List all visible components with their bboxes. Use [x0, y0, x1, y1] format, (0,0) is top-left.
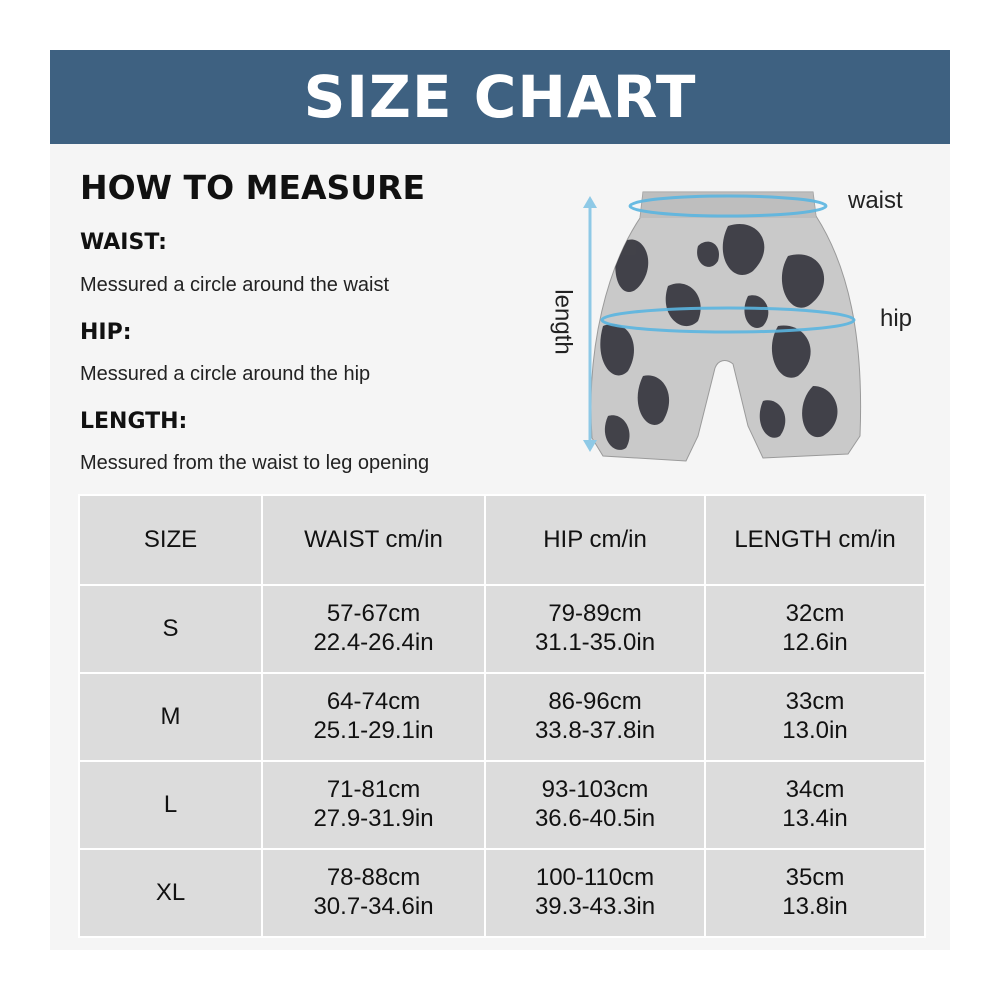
size-cell: XL: [79, 849, 262, 937]
table-header-row: [79, 495, 925, 585]
hip-description: Messured a circle around the hip: [80, 363, 371, 385]
hip-column-header: HIP cm/in: [485, 495, 705, 585]
length-cell: 35cm 13.8in: [705, 849, 925, 937]
waist-cell: 78-88cm 30.7-34.6in: [262, 849, 485, 937]
size-column-header: SIZE: [79, 495, 262, 585]
waist-figure-label: waist: [848, 187, 903, 214]
table-row: [79, 849, 925, 937]
hip-figure-label: hip: [880, 305, 913, 332]
waist-cell: 57-67cm 22.4-26.4in: [262, 585, 485, 673]
how-to-measure-heading: HOW TO MEASURE: [80, 168, 426, 207]
hip-cell: 100-110cm 39.3-43.3in: [485, 849, 705, 937]
length-cell: 32cm 12.6in: [705, 585, 925, 673]
size-table: [78, 494, 926, 938]
length-figure-label: length: [549, 289, 577, 355]
length-column-header: LENGTH cm/in: [705, 495, 925, 585]
hip-cell: 79-89cm 31.1-35.0in: [485, 585, 705, 673]
waist-cell: 64-74cm 25.1-29.1in: [262, 673, 485, 761]
waist-label: WAIST:: [80, 230, 167, 255]
title-banner: [50, 50, 950, 144]
length-cell: 34cm 13.4in: [705, 761, 925, 849]
size-cell: M: [79, 673, 262, 761]
shorts-measurement-figure: [548, 186, 950, 476]
table-row: [79, 761, 925, 849]
size-cell: S: [79, 585, 262, 673]
length-label: LENGTH:: [80, 409, 188, 434]
hip-label: HIP:: [80, 320, 132, 345]
hip-cell: 86-96cm 33.8-37.8in: [485, 673, 705, 761]
waist-description: Messured a circle around the waist: [80, 274, 390, 296]
page-title: SIZE CHART: [303, 63, 697, 131]
size-cell: L: [79, 761, 262, 849]
hip-cell: 93-103cm 36.6-40.5in: [485, 761, 705, 849]
length-cell: 33cm 13.0in: [705, 673, 925, 761]
waist-column-header: WAIST cm/in: [262, 495, 485, 585]
table-row: [79, 585, 925, 673]
waist-cell: 71-81cm 27.9-31.9in: [262, 761, 485, 849]
length-description: Messured from the waist to leg opening: [80, 452, 430, 474]
table-row: [79, 673, 925, 761]
